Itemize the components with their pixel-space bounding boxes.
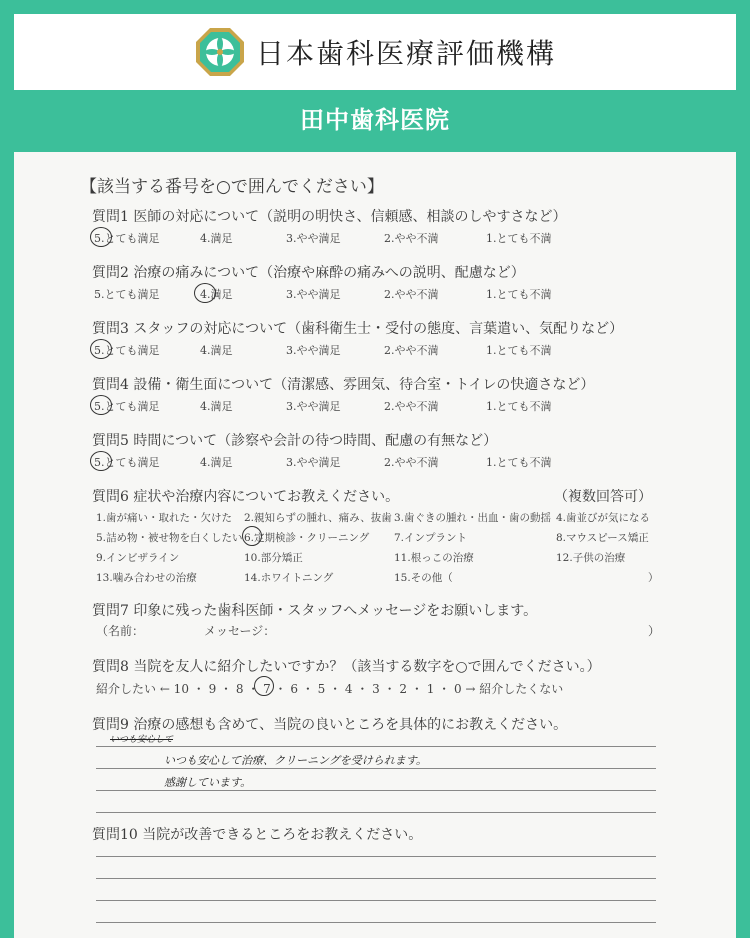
answer-line — [96, 922, 656, 923]
option-2: 2.やや不満 — [384, 288, 439, 301]
option-3: 3.やや満足 — [286, 232, 341, 245]
option-1: 1.とても不満 — [486, 232, 552, 245]
symptom-item: 14.ホワイトニング — [244, 572, 334, 584]
answer-line — [96, 856, 656, 857]
question-2-label: 質問2 治療の痛みについて（治療や麻酔の痛みへの説明、配慮など） — [92, 265, 525, 281]
symptom-item: 3.歯ぐきの腫れ・出血・歯の動揺 — [394, 512, 552, 524]
selection-circle — [90, 227, 112, 247]
option-1: 1.とても不満 — [486, 456, 552, 469]
option-3: 3.やや満足 — [286, 288, 341, 301]
symptom-item: 15.その他（ — [394, 572, 453, 584]
clinic-name: 田中歯科医院 — [300, 106, 450, 134]
message-close: ） — [648, 624, 661, 638]
selection-circle — [90, 451, 112, 471]
symptom-item: 1.歯が痛い・取れた・欠けた — [96, 512, 233, 524]
answer-line — [96, 746, 656, 747]
answer-line — [96, 900, 656, 901]
option-3: 3.やや満足 — [286, 400, 341, 413]
symptom-item: 13.噛み合わせの治療 — [96, 572, 197, 584]
header-banner — [14, 14, 736, 90]
symptom-item: 2.親知らずの腫れ、痛み、抜歯 — [244, 512, 392, 524]
question-10-label: 質問10 当院が改善できるところをお教えください。 — [92, 827, 423, 843]
symptom-item: 12.子供の治療 — [556, 552, 626, 564]
symptom-item: 11.根っこの治療 — [394, 552, 474, 564]
option-5: 5.とても満足 — [94, 400, 160, 413]
option-2: 2.やや不満 — [384, 400, 439, 413]
question-7-label: 質問7 印象に残った歯科医師・スタッフへメッセージをお願いします。 — [92, 603, 538, 619]
option-4: 4.満足 — [200, 344, 233, 357]
handwritten-answer: 感謝しています。 — [164, 776, 252, 789]
option-4: 4.満足 — [200, 456, 233, 469]
option-4: 4.満足 — [200, 232, 233, 245]
org-name: 日本歯科医療評価機構 — [255, 37, 556, 70]
survey-sheet — [14, 152, 736, 938]
message-label: メッセージ： — [204, 624, 276, 638]
symptom-item: 4.歯並びが気になる — [556, 512, 651, 524]
symptom-item: 8.マウスピース矯正 — [556, 532, 649, 544]
selection-circle — [194, 283, 216, 303]
answer-line — [96, 790, 656, 791]
symptom-item: 9.インビザライン — [96, 552, 180, 564]
option-3: 3.やや満足 — [286, 344, 341, 357]
symptom-item: 6.定期検診・クリーニング — [244, 532, 370, 544]
option-4: 4.満足 — [200, 288, 233, 301]
option-2: 2.やや不満 — [384, 344, 439, 357]
symptom-item: ） — [648, 572, 659, 584]
option-1: 1.とても不満 — [486, 400, 552, 413]
instruction: 【該当する番号を○で囲んでください】 — [80, 177, 384, 197]
selection-circle — [90, 395, 112, 415]
answer-line — [96, 812, 656, 813]
tooth-emblem-icon — [194, 26, 246, 78]
question-4-label: 質問4 設備・衛生面について（清潔感、雰囲気、待合室・トイレの快適さなど） — [92, 377, 595, 393]
question-9-label: 質問9 治療の感想も含めて、当院の良いところを具体的にお教えください。 — [92, 717, 568, 733]
handwritten-struck: いつも安心して — [110, 735, 174, 745]
name-label: （名前： — [96, 624, 145, 638]
option-3: 3.やや満足 — [286, 456, 341, 469]
recommend-scale: 紹介したい ← 10 ・ 9 ・ 8 ・ 7 ・ 6 ・ 5 ・ 4 ・ 3 ・ 2 ・ 1 ・ 0 → 紹介したくない — [96, 682, 564, 696]
option-5: 5.とても満足 — [94, 288, 160, 301]
question-3-label: 質問3 スタッフの対応について（歯科衛生士・受付の態度、言葉遣い、気配りなど） — [92, 321, 624, 337]
question-1-label: 質問1 医師の対応について（説明の明快さ、信頼感、相談のしやすさなど） — [92, 209, 567, 225]
answer-line — [96, 768, 656, 769]
question-6-note: （複数回答可） — [554, 489, 652, 505]
option-2: 2.やや不満 — [384, 232, 439, 245]
option-5: 5.とても満足 — [94, 456, 160, 469]
selection-circle — [90, 339, 112, 359]
question-5-label: 質問5 時間について（診察や会計の待つ時間、配慮の有無など） — [92, 433, 498, 449]
option-1: 1.とても不満 — [486, 344, 552, 357]
symptom-item: 7.インプラント — [394, 532, 468, 544]
option-1: 1.とても不満 — [486, 288, 552, 301]
option-5: 5.とても満足 — [94, 344, 160, 357]
selection-circle — [242, 526, 262, 546]
selection-circle — [254, 676, 274, 696]
symptom-item: 10.部分矯正 — [244, 552, 303, 564]
symptom-item: 5.詰め物・被せ物を白くしたい — [96, 532, 243, 544]
question-8-label: 質問8 当院を友人に紹介したいですか？（該当する数字を○で囲んでください。） — [92, 659, 601, 675]
handwritten-answer: いつも安心して治療、クリーニングを受けられます。 — [164, 754, 427, 767]
option-5: 5.とても満足 — [94, 232, 160, 245]
option-4: 4.満足 — [200, 400, 233, 413]
question-6-label: 質問6 症状や治療内容についてお教えください。 — [92, 489, 400, 505]
option-2: 2.やや不満 — [384, 456, 439, 469]
answer-line — [96, 878, 656, 879]
